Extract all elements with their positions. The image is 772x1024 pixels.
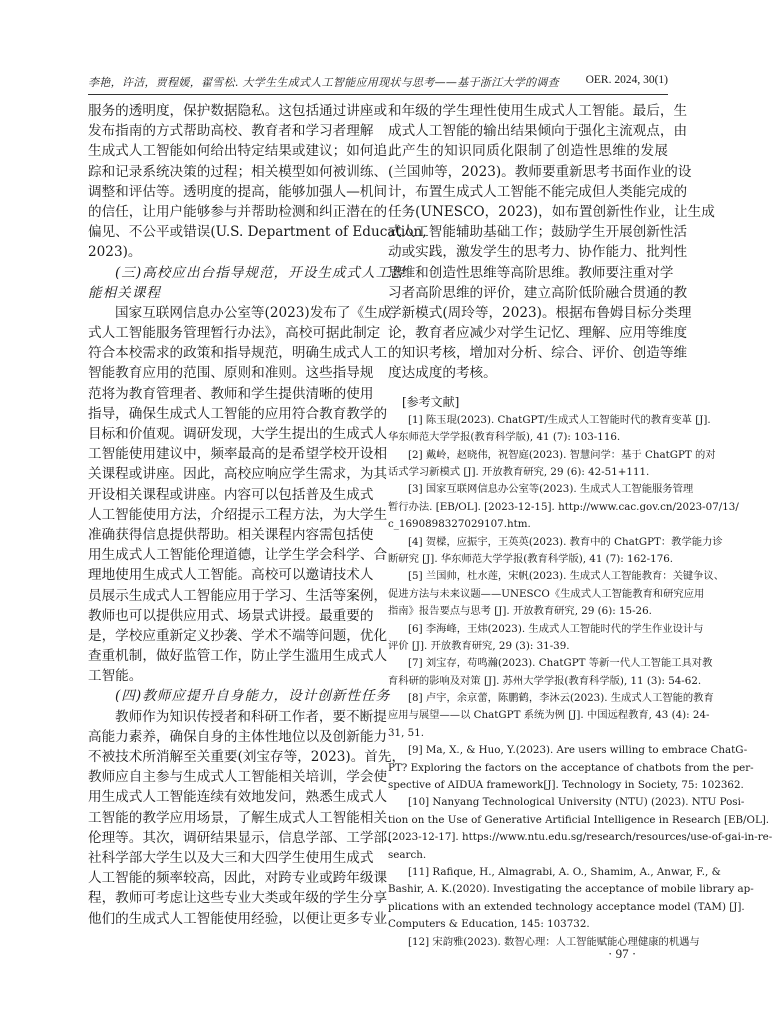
paragraph [88,101,427,263]
text-line: [1] 陈玉琨(2023). ChatGPT/生成式人工智能时代的教育变革 [J]. [408,413,711,426]
text-line: [7] 刘宝存，苟鸣瀚(2023). ChatGPT 等新一代人工智能工具对教 [408,657,713,670]
text-line: 暂行办法. [EB/OL]. [2023-12-15]. http://www.cac.gov.cn/2023-07/13/ [388,500,739,513]
text-line: 用生成式人工智能连续有效地发问，熟悉生成式人 [88,789,388,806]
text-line: 人工智能的频率较高，因此，对跨专业或跨年级课 [88,870,388,887]
text-line: 目标和价值观。调研发现，大学生提出的生成式人 [88,426,388,442]
text-line: [2023-12-17]. https://www.ntu.edu.sg/research/resources/use-of-gai-in-re- [388,831,772,844]
running-header [88,74,668,92]
text-line: 断研究 [J]. 华东师范大学学报(教育科学版), 41 (7): 162-176. [388,552,674,565]
text-line: 查重机制，做好监管工作，防止学生滥用生成式人 [88,648,388,665]
header-rule [88,94,668,95]
text-line: [12] 宋韵雅(2023). 数智心理：人工智能赋能心理健康的机遇与 [408,935,700,948]
text-line: 和年级的学生理性使用生成式人工智能。最后，生 [388,103,688,119]
text-line: 是，学校应重新定义抄袭、学术不端等问题，优化 [88,627,388,644]
text-line: 任务(UNESCO，2023)，如布置创新性作业，让生成 [388,203,715,220]
text-line: 育科研的影响及对策 [J]. 苏州大学学报(教育科学版), 11 (3): 54-62. [388,674,702,687]
text-line: [参考文献] [402,394,460,409]
page-number: · 97 · [608,946,637,961]
text-line: 员展示生成式人工智能应用于学习、生活等案例， [88,587,388,604]
text-line: 符合本校需求的政策和指导规范，明确生成式人工 [88,345,388,362]
text-line: 能相关课程 [88,284,161,301]
text-line: 促进方法与未来议题——UNESCO《生成式人工智能教育和研究应用 [388,587,705,600]
text-line: plications with an extended technology acceptance model (TAM) [J]. [388,900,745,913]
references-heading [388,392,668,412]
journal-info: OER. 2024, 30(1) [585,74,668,86]
text-line: search. [388,848,427,861]
text-line: 式人工智能辅助基础工作；鼓励学生开展创新性活 [388,224,688,241]
text-line: [9] Ma, X., & Huo, Y.(2023). Are users willing to embrace ChatG- [408,744,748,757]
paragraph [88,707,406,929]
running-title: 李艳，许洁，贾程媛，翟雪松. 大学生生成式人工智能应用现状与思考——基于浙江大学的调查 [88,76,559,89]
text-line: 理地使用生成式人工智能。高校可以邀请技术人 [88,567,374,584]
text-line: 服务的透明度，保护数据隐私。这包括通过讲座或 [88,103,388,119]
text-line: (兰国帅等，2023)。教师要重新思考书面作业的设 [388,163,692,180]
paragraph [388,101,715,384]
reference-entry [388,655,713,690]
text-line: (三)高校应出台指导规范，开设生成式人工智 [115,264,405,281]
text-line: 评价 [J]. 开放教育研究, 29 (3): 31-39. [388,639,570,652]
text-line: [8] 卢宇，余京蕾，陈鹏鹤，李沐云(2023). 生成式人工智能的教育 [408,692,714,705]
text-line: 指导，确保生成式人工智能的应用符合教育教学的 [88,405,388,422]
reference-entry [388,412,711,447]
text-line: 社科学部大学生以及大三和大四学生使用生成式 [88,849,374,866]
text-line: 发布指南的方式帮助高校、教育者和学习者理解 [88,123,374,140]
text-line: 他们的生成式人工智能使用经验，以便让更多专业 [88,910,388,927]
reference-entry [388,794,772,864]
text-line: 工智能的教学应用场景，了解生成式人工智能相关 [88,809,388,826]
text-line: 高能力素养，确保自身的主体性地位以及创新能力 [88,728,388,745]
text-line: 教师作为知识传授者和科研工作者，要不断提 [115,708,387,725]
text-line: Bashir, A. K.(2020). Investigating the acceptance of mobile library ap- [388,883,754,896]
text-line: [6] 李海峰，王炜(2023). 生成式人工智能时代的学生作业设计与 [408,622,704,635]
text-line: 的知识考核，增加对分析、综合、评价、创造等维 [388,345,688,362]
text-line: [3] 国家互联网信息办公室等(2023). 生成式人工智能服务管理 [408,483,694,496]
text-line: 用生成式人工智能伦理道德，让学生学会科学、合 [88,547,388,564]
text-line: 踪和记录系统决策的过程；相关模型如何被训练、 [88,163,388,180]
text-line: 思维和创造性思维等高阶思维。教师要注重对学 [388,264,674,281]
text-line: 动或实践，激发学生的思考力、协作能力、批判性 [388,244,688,261]
reference-entry [388,621,704,656]
text-line: [5] 兰国帅，杜水莲，宋帆(2023). 生成式人工智能教育：关键争议、 [408,570,725,583]
text-line: 教师也可以提供应用式、场景式讲授。最重要的 [88,607,374,624]
text-line: 应用与展望——以 ChatGPT 系统为例 [J]. 中国远程教育, 43 (4): 24- [388,709,710,722]
text-line: 伦理等。其次，调研结果显示，信息学部、工学部、 [88,829,401,846]
text-line: 华东师范大学学报(教育科学版), 41 (7): 103-116. [388,431,621,444]
reference-entry [388,690,714,742]
reference-entry [388,568,725,620]
text-line: 习者高阶思维的评价，建立高阶低阶融合贯通的教 [388,284,688,301]
text-line: [10] Nanyang Technological University (NTU) (2023). NTU Posi- [408,796,745,809]
text-line: spective of AIDUA framework[J]. Technology in Society, 75: 102362. [388,779,744,792]
text-line: Computers & Education, 145: 103732. [388,918,590,931]
reference-entry [388,864,754,934]
reference-entry [388,447,716,482]
text-line: [4] 贺樑，应振宇，王英英(2023). 教育中的 ChatGPT：教学能力诊 [408,535,723,548]
text-line: 人工智能使用方法，介绍提示工程方法，为大学生 [88,506,388,523]
text-line: 智能教育应用的范围、原则和准则。这些指导规 [88,365,374,382]
text-line: 工智能。 [88,668,143,685]
text-line: 准确获得信息提供帮助。相关课程内容需包括使 [88,526,374,543]
text-line: 程，教师可考虑让这些专业大类或年级的学生分享 [88,890,388,907]
text-line: 式人工智能服务管理暂行办法》，高校可据此制定 [88,325,381,342]
text-line: [11] Rafique, H., Almagrabi, A. O., Shamim, A., Anwar, F., & [408,865,721,878]
section-heading [88,263,405,303]
text-line: 学新模式(周玲等，2023)。根据布鲁姆目标分类理 [388,304,692,321]
text-line: 话式学习新模式 [J]. 开放教育研究, 29 (6): 42-51+111. [388,465,650,478]
right-column [388,101,772,951]
text-line: [2] 戴岭，赵晓伟，祝智庭(2023). 智慧问学：基于 ChatGPT 的对 [408,448,716,461]
reference-entry [388,742,754,794]
text-line: 论，教育者应减少对学生记忆、理解、应用等维度 [388,325,688,342]
text-line: PT? Exploring the factors on the acceptance of chatbots from the per- [388,761,754,774]
text-line: 2023)。 [88,244,142,261]
text-line: 关课程或讲座。因此，高校应响应学生需求，为其 [88,466,388,483]
text-line: (四)教师应提升自身能力，设计创新性任务 [115,688,391,705]
text-line: 偏见、不公平或错误(U.S. Department of Education, [88,224,427,241]
text-line: 不被技术所消解至关重要(刘宝存等，2023)。首先， [88,749,406,765]
section-heading [88,686,391,706]
text-line: 31, 51. [388,726,425,739]
text-line: 教师应自主参与生成式人工智能相关培训，学会使 [88,769,388,786]
text-line: 计，布置生成式人工智能不能完成但人类能完成的 [388,183,688,200]
text-line: tion on the Use of Generative Artificial Intelligence in Research [EB/OL]. [388,813,770,826]
text-line: 度达成度的考核。 [388,365,497,382]
text-line: 此产生的知识同质化限制了创造性思维的发展 [388,143,668,160]
reference-entry [388,534,723,569]
paragraph [88,303,392,687]
reference-entry [388,481,739,533]
text-line: 开设相关课程或讲座。内容可以包括普及生成式 [88,486,374,503]
text-line: 的信任，让用户能够参与并帮助检测和纠正潜在的 [88,203,388,220]
text-line: 生成式人工智能如何给出特定结果或建议；如何追 [88,143,388,160]
text-line: 指南》报告要点与思考 [J]. 开放教育研究, 29 (6): 15-26. [388,605,652,618]
text-line: 范将为教育管理者、教师和学生提供清晰的使用 [88,385,374,402]
text-line: 成式人工智能的输出结果倾向于强化主流观点，由 [388,123,688,140]
text-line: 工智能使用建议中，频率最高的是希望学校开设相 [88,446,388,463]
text-line: c_1690898327029107.htm. [388,518,531,531]
text-line: 国家互联网信息办公室等(2023)发布了《生成 [115,304,392,321]
text-line: 调整和评估等。透明度的提高，能够加强人—机间 [88,183,388,200]
